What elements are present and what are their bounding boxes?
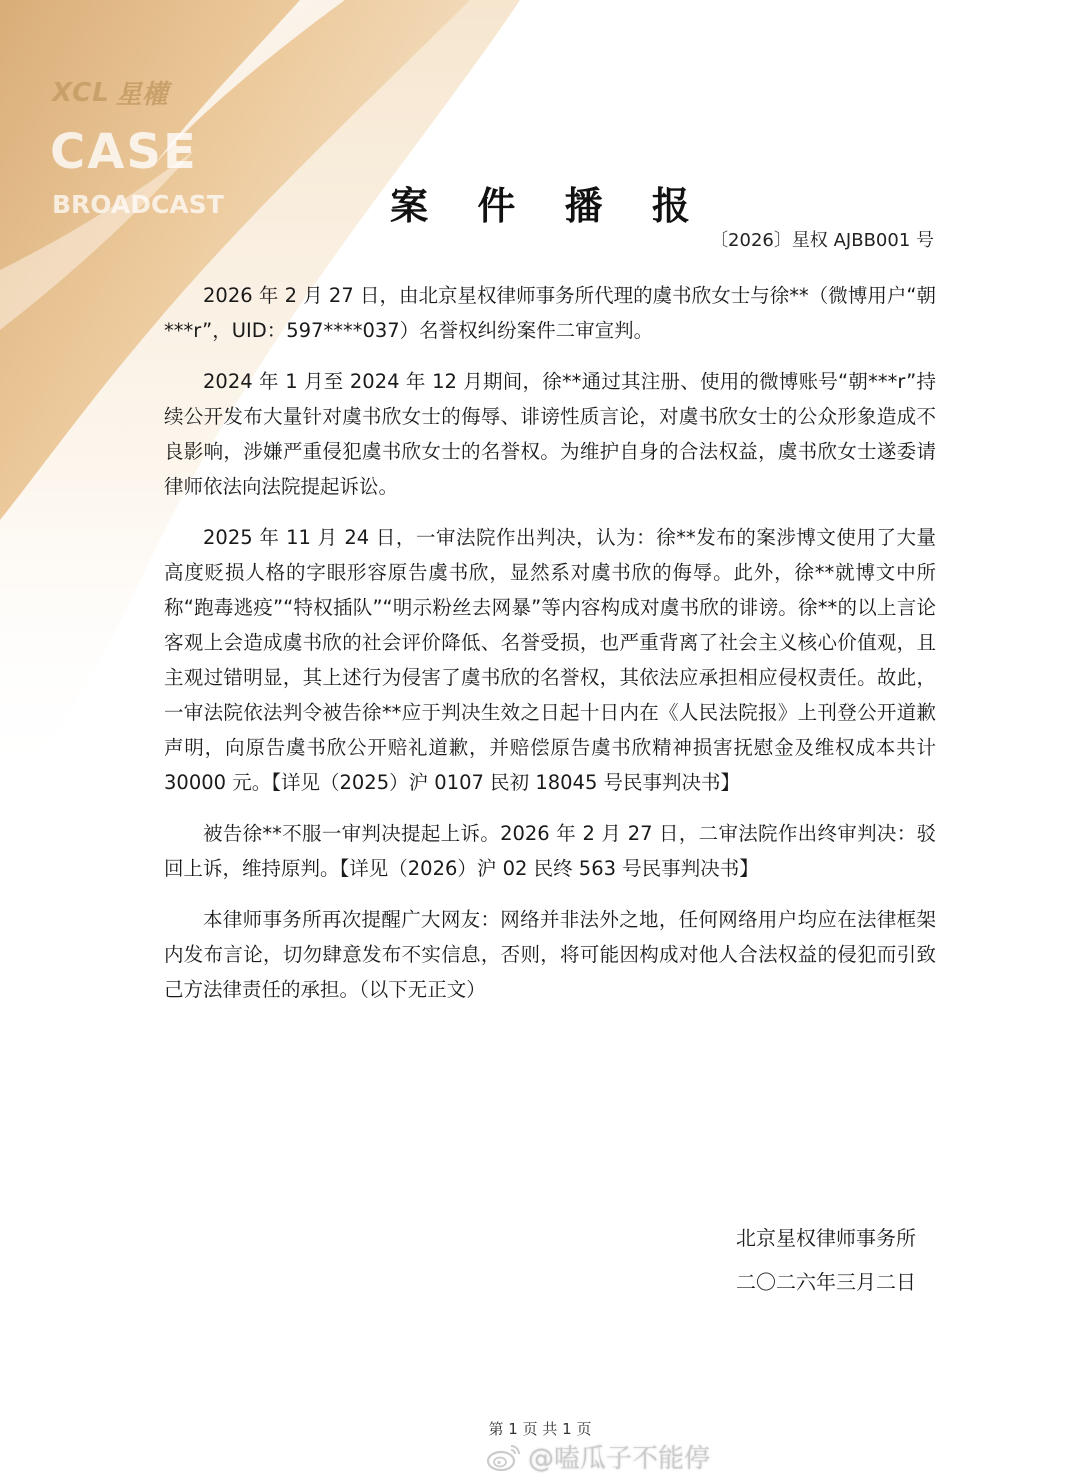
- logo-latin-text: XCL: [52, 77, 110, 108]
- watermark-text: @嗑瓜子不能停: [528, 1444, 711, 1474]
- signature-block: [736, 1216, 916, 1304]
- paragraph: 被告徐**不服一审判决提起上诉。2026 年 2 月 27 日，二审法院作出终审判决：驳回上诉，维持原判。【详见（2026）沪 02 民终 563 号民事判决书】: [164, 822, 936, 880]
- document-body: [164, 278, 936, 1023]
- broadcast-decoration-text: BROADCAST: [52, 190, 224, 219]
- document-title: 案 件 播 报: [390, 184, 708, 229]
- paragraph: 2024 年 1 月至 2024 年 12 月期间，徐**通过其注册、使用的微博账号“朝***r”持续公开发布大量针对虞书欣女士的侮辱、诽谤性质言论，对虞书欣女士的公众形象造成不良影响，涉嫌严重侵犯虞书欣女士的名誉权。为维护自身的合法权益，虞书欣女士遂委请律师依法向法院提起诉讼。: [164, 370, 936, 498]
- paragraph: 本律师事务所再次提醒广大网友：网络并非法外之地，任何网络用户均应在法律框架内发布言论，切勿肆意发布不实信息，否则，将可能因构成对他人合法权益的侵犯而引致己方法律责任的承担。（以下无正文）: [164, 908, 936, 1001]
- case-decoration-text: CASE: [50, 124, 198, 180]
- paragraph: 2026 年 2 月 27 日，由北京星权律师事务所代理的虞书欣女士与徐**（微博用户“朝***r”，UID：597****037）名誉权纠纷案件二审宣判。: [164, 284, 936, 342]
- document-number: 〔2026〕星权 AJBB001 号: [710, 230, 934, 251]
- signature-date: 二〇二六年三月二日: [736, 1270, 916, 1294]
- logo-chinese-text: 星權: [115, 80, 168, 110]
- weibo-watermark: [486, 1438, 710, 1475]
- paragraph: 2025 年 11 月 24 日，一审法院作出判决，认为：徐**发布的案涉博文使用了大量高度贬损人格的字眼形容原告虞书欣，显然系对虞书欣的侮辱。此外，徐**就博文中所称“跑毒逃疫”“特权插队”“明示粉丝去网暴”等内容构成对虞书欣的诽谤。徐**的以上言论客观上会造成虞书欣的社会评价降低、名誉受损，也严重背离了社会主义核心价值观，且主观过错明显，其上述行为侵害了虞书欣的名誉权，其依法应承担相应侵权责任。故此，一审法院依法判令被告徐**应于判决生效之日起十日内在《人民法院报》上刊登公开道歉声明，向原告虞书欣公开赔礼道歉，并赔偿原告虞书欣精神损害抚慰金及维权成本共计 30000 元。【详见（2025）沪 0107 民初 18045 号民事判决书】: [164, 526, 936, 794]
- weibo-icon: [486, 1442, 522, 1472]
- signature-firm: 北京星权律师事务所: [736, 1226, 916, 1250]
- page-number: 第 1 页 共 1 页: [488, 1420, 592, 1438]
- brand-logo: [52, 74, 168, 111]
